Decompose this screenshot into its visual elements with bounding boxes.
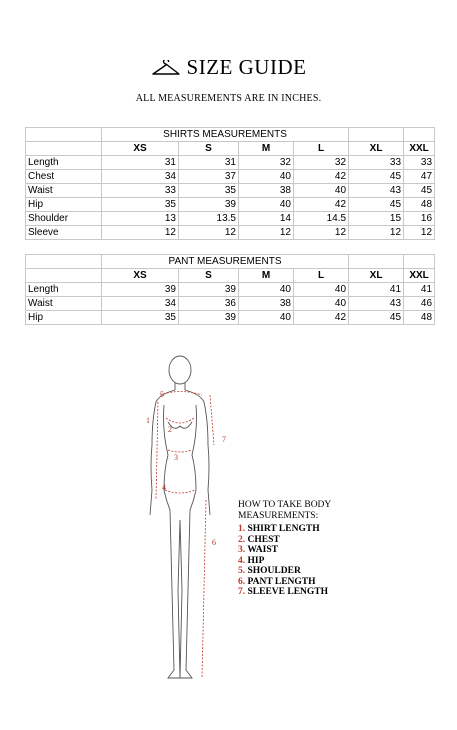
howto-item-text: SHIRT LENGTH bbox=[247, 524, 320, 534]
table-header-row bbox=[26, 142, 435, 156]
table-cell: 32 bbox=[294, 156, 349, 170]
table-cell: 39 bbox=[179, 311, 239, 325]
table-caption-row bbox=[26, 255, 435, 269]
size-header: XXL bbox=[404, 142, 435, 156]
caption-spacer bbox=[349, 128, 404, 142]
table-row bbox=[26, 297, 435, 311]
row-label: Hip bbox=[26, 311, 102, 325]
marker-5: 5 bbox=[160, 390, 164, 399]
table-cell: 42 bbox=[294, 170, 349, 184]
hanger-icon bbox=[151, 60, 181, 76]
table-cell: 35 bbox=[102, 198, 179, 212]
table-cell: 14.5 bbox=[294, 212, 349, 226]
table-caption-row bbox=[26, 128, 435, 142]
howto-item-text: SLEEVE LENGTH bbox=[247, 587, 329, 597]
size-header: S bbox=[179, 269, 239, 283]
table-cell: 34 bbox=[102, 170, 179, 184]
table-cell: 33 bbox=[349, 156, 404, 170]
table-cell: 43 bbox=[349, 184, 404, 198]
howto-item bbox=[238, 556, 331, 567]
row-label: Hip bbox=[26, 198, 102, 212]
size-header: XXL bbox=[404, 269, 435, 283]
row-label: Waist bbox=[26, 184, 102, 198]
table-row bbox=[26, 311, 435, 325]
size-header: M bbox=[239, 269, 294, 283]
table-cell: 40 bbox=[239, 170, 294, 184]
table-cell: 40 bbox=[239, 198, 294, 212]
table-cell: 37 bbox=[179, 170, 239, 184]
marker-2: 2 bbox=[168, 425, 172, 434]
table-cell: 12 bbox=[102, 226, 179, 240]
table-cell: 45 bbox=[349, 198, 404, 212]
table-cell: 39 bbox=[102, 283, 179, 297]
table-cell: 45 bbox=[349, 170, 404, 184]
size-header: XS bbox=[102, 142, 179, 156]
howto-panel bbox=[238, 500, 331, 598]
table-cell: 39 bbox=[179, 283, 239, 297]
table-row bbox=[26, 198, 435, 212]
table-cell: 38 bbox=[239, 297, 294, 311]
howto-item-number: 3. bbox=[238, 545, 246, 555]
table-cell: 45 bbox=[349, 311, 404, 325]
table-caption: SHIRTS MEASUREMENTS bbox=[102, 128, 349, 142]
howto-item bbox=[238, 577, 331, 588]
howto-item-number: 5. bbox=[238, 566, 246, 576]
page-subtitle: ALL MEASUREMENTS ARE IN INCHES. bbox=[135, 93, 322, 104]
table-cell: 35 bbox=[102, 311, 179, 325]
pants-table bbox=[25, 254, 435, 325]
caption-spacer bbox=[26, 128, 102, 142]
howto-item-number: 1. bbox=[238, 524, 246, 534]
table-cell: 41 bbox=[404, 283, 435, 297]
size-header: S bbox=[179, 142, 239, 156]
howto-heading-1: HOW TO TAKE BODY bbox=[238, 500, 332, 510]
table-cell: 35 bbox=[179, 184, 239, 198]
table-cell: 42 bbox=[294, 198, 349, 212]
row-label: Length bbox=[26, 283, 102, 297]
howto-item-number: 6. bbox=[238, 576, 246, 587]
table-row bbox=[26, 184, 435, 198]
table-row bbox=[26, 283, 435, 297]
table-row bbox=[26, 170, 435, 184]
size-header: M bbox=[239, 142, 294, 156]
table-cell: 38 bbox=[239, 184, 294, 198]
table-cell: 33 bbox=[404, 156, 435, 170]
table-cell: 40 bbox=[239, 311, 294, 325]
table-cell: 16 bbox=[404, 212, 435, 226]
page-title: SIZE GUIDE bbox=[186, 55, 307, 79]
table-row bbox=[26, 226, 435, 240]
row-label: Length bbox=[26, 156, 102, 170]
page-title-group bbox=[151, 55, 307, 80]
howto-item-number: 2. bbox=[238, 534, 246, 545]
table-cell: 33 bbox=[102, 184, 179, 198]
howto-item bbox=[238, 524, 331, 535]
howto-item-text: WAIST bbox=[247, 545, 278, 555]
table-cell: 45 bbox=[404, 184, 435, 198]
table-cell: 15 bbox=[349, 212, 404, 226]
row-label: Sleeve bbox=[26, 226, 102, 240]
shirts-table bbox=[25, 127, 435, 240]
table-cell: 42 bbox=[294, 311, 349, 325]
table-cell: 40 bbox=[294, 297, 349, 311]
marker-6: 6 bbox=[212, 538, 216, 547]
table-cell: 47 bbox=[404, 170, 435, 184]
table-caption: PANT MEASUREMENTS bbox=[102, 255, 349, 269]
row-label: Waist bbox=[26, 297, 102, 311]
row-label: Shoulder bbox=[26, 212, 102, 226]
howto-item-text: SHOULDER bbox=[247, 566, 301, 576]
caption-spacer bbox=[349, 255, 404, 269]
table-row bbox=[26, 156, 435, 170]
table-cell: 12 bbox=[294, 226, 349, 240]
caption-spacer bbox=[404, 128, 435, 142]
table-cell: 14 bbox=[239, 212, 294, 226]
table-cell: 34 bbox=[102, 297, 179, 311]
marker-4: 4 bbox=[162, 483, 166, 492]
table-cell: 36 bbox=[179, 297, 239, 311]
table-cell: 40 bbox=[239, 283, 294, 297]
table-cell: 12 bbox=[239, 226, 294, 240]
size-header: L bbox=[294, 269, 349, 283]
marker-3: 3 bbox=[174, 453, 178, 462]
howto-item-number: 4. bbox=[238, 555, 246, 566]
body-figure bbox=[130, 350, 230, 695]
table-cell: 41 bbox=[349, 283, 404, 297]
howto-item bbox=[238, 535, 331, 546]
marker-7: 7 bbox=[222, 435, 226, 444]
row-label: Chest bbox=[26, 170, 102, 184]
howto-item-number: 7. bbox=[238, 587, 246, 597]
table-cell: 31 bbox=[179, 156, 239, 170]
howto-item-text: CHEST bbox=[247, 534, 280, 545]
howto-heading-2: MEASUREMENTS: bbox=[238, 510, 319, 521]
table-cell: 13 bbox=[102, 212, 179, 226]
table-cell: 12 bbox=[179, 226, 239, 240]
table-cell: 32 bbox=[239, 156, 294, 170]
table-cell: 31 bbox=[102, 156, 179, 170]
caption-spacer bbox=[404, 255, 435, 269]
table-cell: 43 bbox=[349, 297, 404, 311]
size-header: XS bbox=[102, 269, 179, 283]
table-row bbox=[26, 212, 435, 226]
table-cell: 40 bbox=[294, 184, 349, 198]
table-cell: 48 bbox=[404, 311, 435, 325]
table-cell: 48 bbox=[404, 198, 435, 212]
howto-list bbox=[238, 524, 331, 598]
page-header bbox=[0, 55, 457, 81]
table-cell: 12 bbox=[349, 226, 404, 240]
size-header: XL bbox=[349, 269, 404, 283]
howto-item bbox=[238, 587, 331, 598]
howto-item-text: PANT LENGTH bbox=[247, 576, 316, 587]
header-corner bbox=[26, 269, 102, 283]
table-cell: 12 bbox=[404, 226, 435, 240]
header-corner bbox=[26, 142, 102, 156]
table-header-row bbox=[26, 269, 435, 283]
size-header: XL bbox=[349, 142, 404, 156]
howto-item bbox=[238, 545, 331, 556]
howto-item bbox=[238, 566, 331, 577]
table-cell: 39 bbox=[179, 198, 239, 212]
howto-item-text: HIP bbox=[247, 555, 265, 566]
table-cell: 13.5 bbox=[179, 212, 239, 226]
caption-spacer bbox=[26, 255, 102, 269]
size-header: L bbox=[294, 142, 349, 156]
table-cell: 46 bbox=[404, 297, 435, 311]
marker-1: 1 bbox=[146, 416, 150, 425]
table-cell: 40 bbox=[294, 283, 349, 297]
